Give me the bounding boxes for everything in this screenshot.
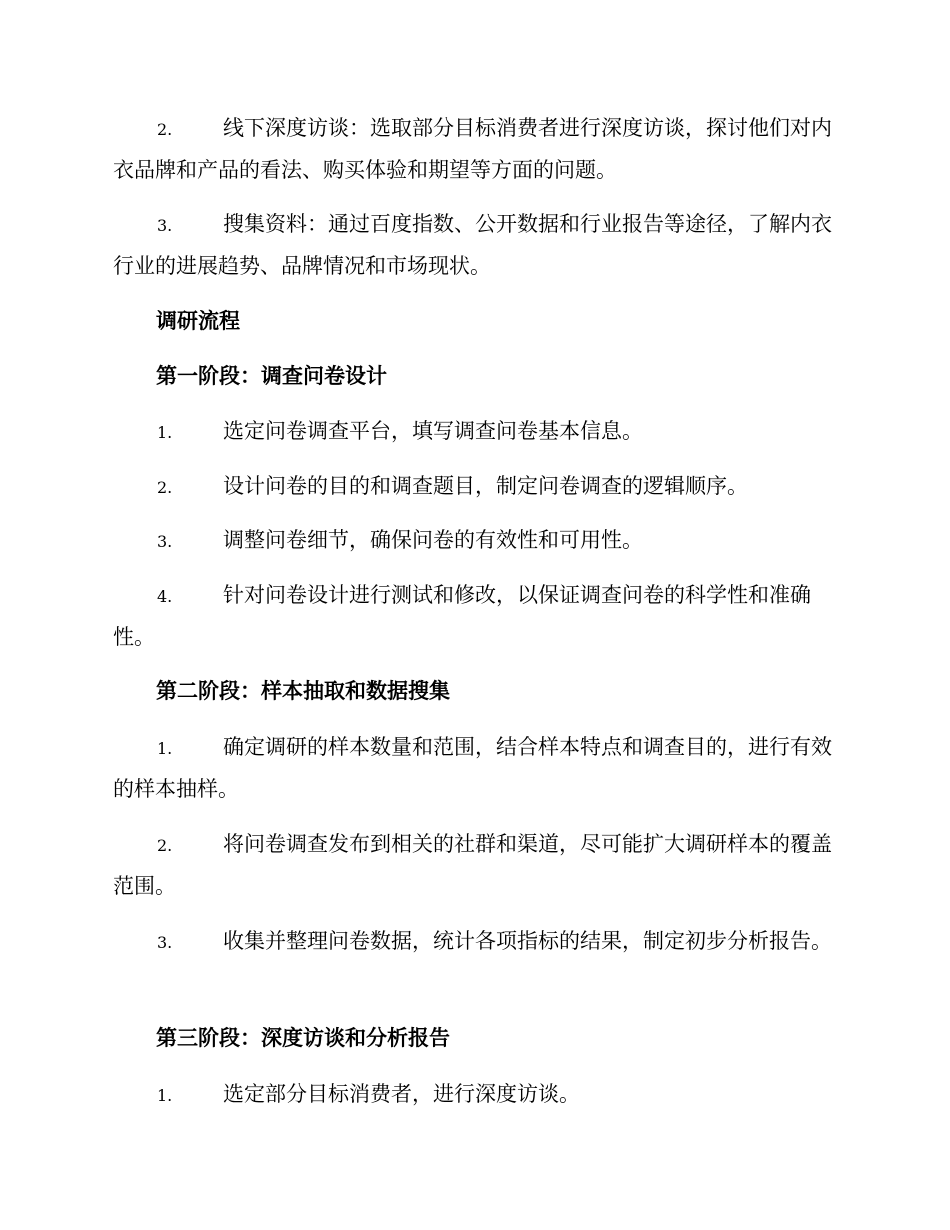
list-number: 2. [157, 836, 173, 855]
list-item [113, 727, 835, 809]
list-number: 4. [157, 587, 173, 606]
list-item [113, 921, 835, 963]
list-number: 3. [157, 532, 173, 551]
list-item [113, 108, 835, 190]
list-item [113, 520, 835, 562]
list-number: 1. [157, 423, 173, 442]
list-number: 2. [157, 120, 173, 139]
list-item [113, 466, 835, 508]
list-text: 收集并整理问卷数据，统计各项指标的结果，制定初步分析报告。 [223, 929, 832, 953]
list-text: 线下深度访谈：选取部分目标消费者进行深度访谈，探讨他们对内衣品牌和产品的看法、购买体验和期望等方面的问题。 [113, 116, 832, 182]
phase-1-title: 第一阶段：调查问卷设计 [156, 363, 387, 388]
list-item [113, 204, 835, 286]
section-title: 调研流程 [156, 308, 240, 333]
list-number: 1. [157, 1086, 173, 1105]
list-text: 选定部分目标消费者，进行深度访谈。 [223, 1082, 580, 1106]
list-item [113, 824, 835, 906]
list-number: 2. [157, 478, 173, 497]
list-number: 3. [157, 933, 173, 952]
list-item [113, 1074, 835, 1116]
list-text: 选定问卷调查平台，填写调查问卷基本信息。 [223, 419, 643, 443]
list-text: 调整问卷细节，确保问卷的有效性和可用性。 [223, 528, 643, 552]
list-text: 将问卷调查发布到相关的社群和渠道，尽可能扩大调研样本的覆盖范围。 [113, 832, 832, 898]
list-item [113, 575, 835, 657]
phase-3-title: 第三阶段：深度访谈和分析报告 [156, 1025, 450, 1050]
list-text: 设计问卷的目的和调查题目，制定问卷调查的逻辑顺序。 [223, 474, 748, 498]
list-text: 确定调研的样本数量和范围，结合样本特点和调查目的，进行有效的样本抽样。 [113, 735, 832, 801]
list-text: 针对问卷设计进行测试和修改，以保证调查问卷的科学性和准确性。 [113, 583, 811, 649]
list-number: 1. [157, 739, 173, 758]
list-item [113, 411, 835, 453]
list-text: 搜集资料：通过百度指数、公开数据和行业报告等途径，了解内衣行业的进展趋势、品牌情况和市场现状。 [113, 212, 832, 278]
phase-2-title: 第二阶段：样本抽取和数据搜集 [156, 678, 450, 703]
list-number: 3. [157, 216, 173, 235]
